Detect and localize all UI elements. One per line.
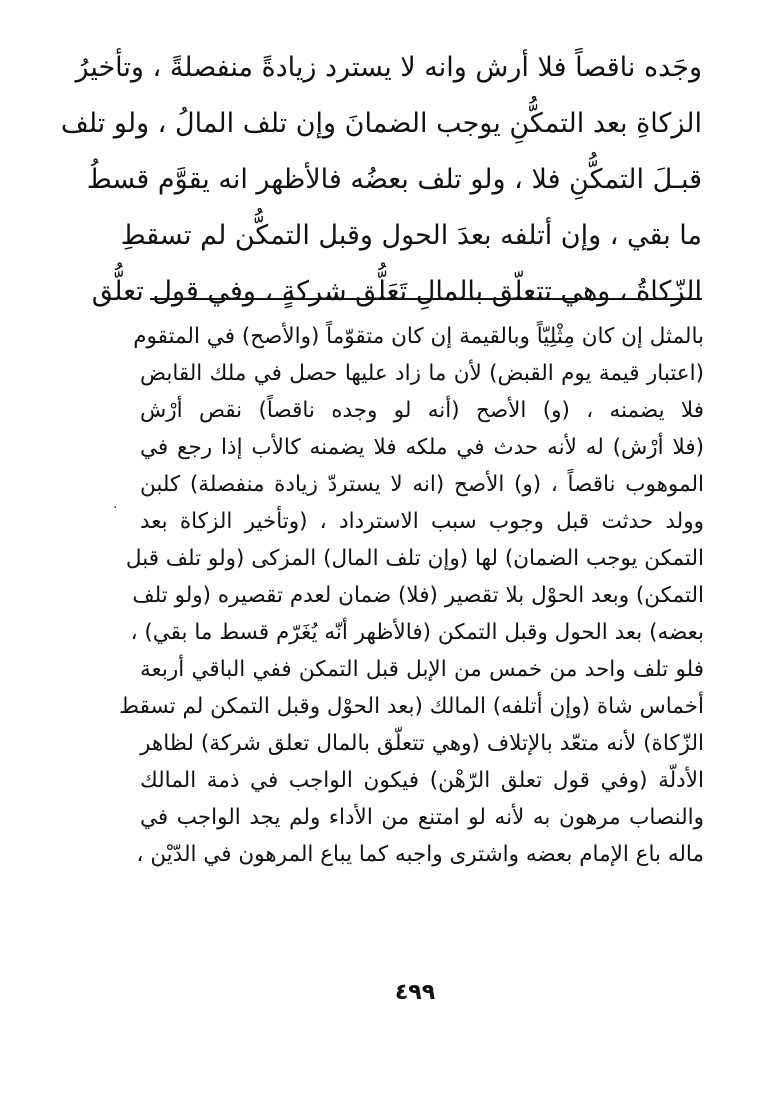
commentary-line: الموهوب ناقصاً ، (و) الأصح (انه لا يستردّ زيادة منفصلة) كلبن xyxy=(140,472,704,497)
commentary-line: الأدلّة (وفي قول تعلق الرّهْن) فيكون الواجب في ذمة المالك xyxy=(140,768,704,793)
section-divider xyxy=(150,298,702,300)
margin-dot-mark: · xyxy=(113,500,118,516)
commentary-line: (فلا أرْش) له لأنه حدث في ملكه فلا يضمنه كالأب إذا رجع في xyxy=(140,435,704,460)
main-text-line: وجَده ناقصاً فلا أرش وانه لا يسترد زيادةً منفصلةً ، وتأخيرُ xyxy=(75,52,702,83)
main-text-line: الزّكاةُ ، وهي تتعلّق بالمالِ تَعَلُّق شركةٍ ، وفي قول تعلُّق xyxy=(91,276,702,307)
commentary-line: الزّكاة) لأنه متعّد بالإتلاف (وهي تتعلّق بالمال تعلق شركة) لظاهر xyxy=(140,731,704,756)
commentary-line: أخماس شاة (وإن أتلفه) المالك (بعد الحوْل وقبل التمكن لم تسقط xyxy=(119,694,704,719)
main-text-line: الزكاةِ بعد التمكُّنِ يوجب الضمانَ وإن تلف المالُ ، ولو تلف xyxy=(60,108,702,139)
commentary-line: بعضه) بعد الحول وقبل التمكن (فالأظهر أنّه يُغَرّم قسط ما بقي) ، xyxy=(130,620,704,645)
page-number: ٤٩٩ xyxy=(394,980,436,1005)
main-text-line: ما بقي ، وإن أتلفه بعدَ الحول وقبل التمكُّن لم تسقطِ xyxy=(120,220,702,251)
commentary-line: (اعتبار قيمة يوم القبض) لأن ما زاد عليها حصل في ملك القابض xyxy=(140,361,704,386)
commentary-line: التمكن) وبعد الحوْل بلا تقصير (فلا) ضمان لعدم تقصيره (ولو تلف xyxy=(132,583,704,608)
commentary-line: بالمثل إن كان مِثْلِيّاً وبالقيمة إن كان متقوّماً (والأصح) في المتقوم xyxy=(133,324,704,349)
commentary-line: ماله باع الإمام بعضه واشترى واجبه كما يباع المرهون في الدّيْن ، xyxy=(136,842,704,867)
commentary-line: فلا يضمنه ، (و) الأصح (أنه لو وجده ناقصاً) نقص أرْش xyxy=(140,398,704,423)
commentary-line: والنصاب مرهون به لأنه لو امتنع من الأداء ولم يجد الواجب في xyxy=(140,805,704,830)
commentary-block xyxy=(119,318,704,873)
commentary-line: فلو تلف واحد من خمس من الإبل قبل التمكن ففي الباقي أربعة xyxy=(140,657,704,682)
main-text-line: قبـلَ التمكُّنِ فلا ، ولو تلف بعضُه فالأظهر انه يقوَّم قسطُ xyxy=(86,164,702,195)
main-text-block xyxy=(60,40,702,320)
commentary-line: التمكن يوجب الضمان) لها (وإن تلف المال) المزكى (ولو تلف قبل xyxy=(125,546,704,571)
commentary-line: وولد حدثت قبل وجوب سبب الاسترداد ، (وتأخير الزكاة بعد xyxy=(140,509,704,534)
